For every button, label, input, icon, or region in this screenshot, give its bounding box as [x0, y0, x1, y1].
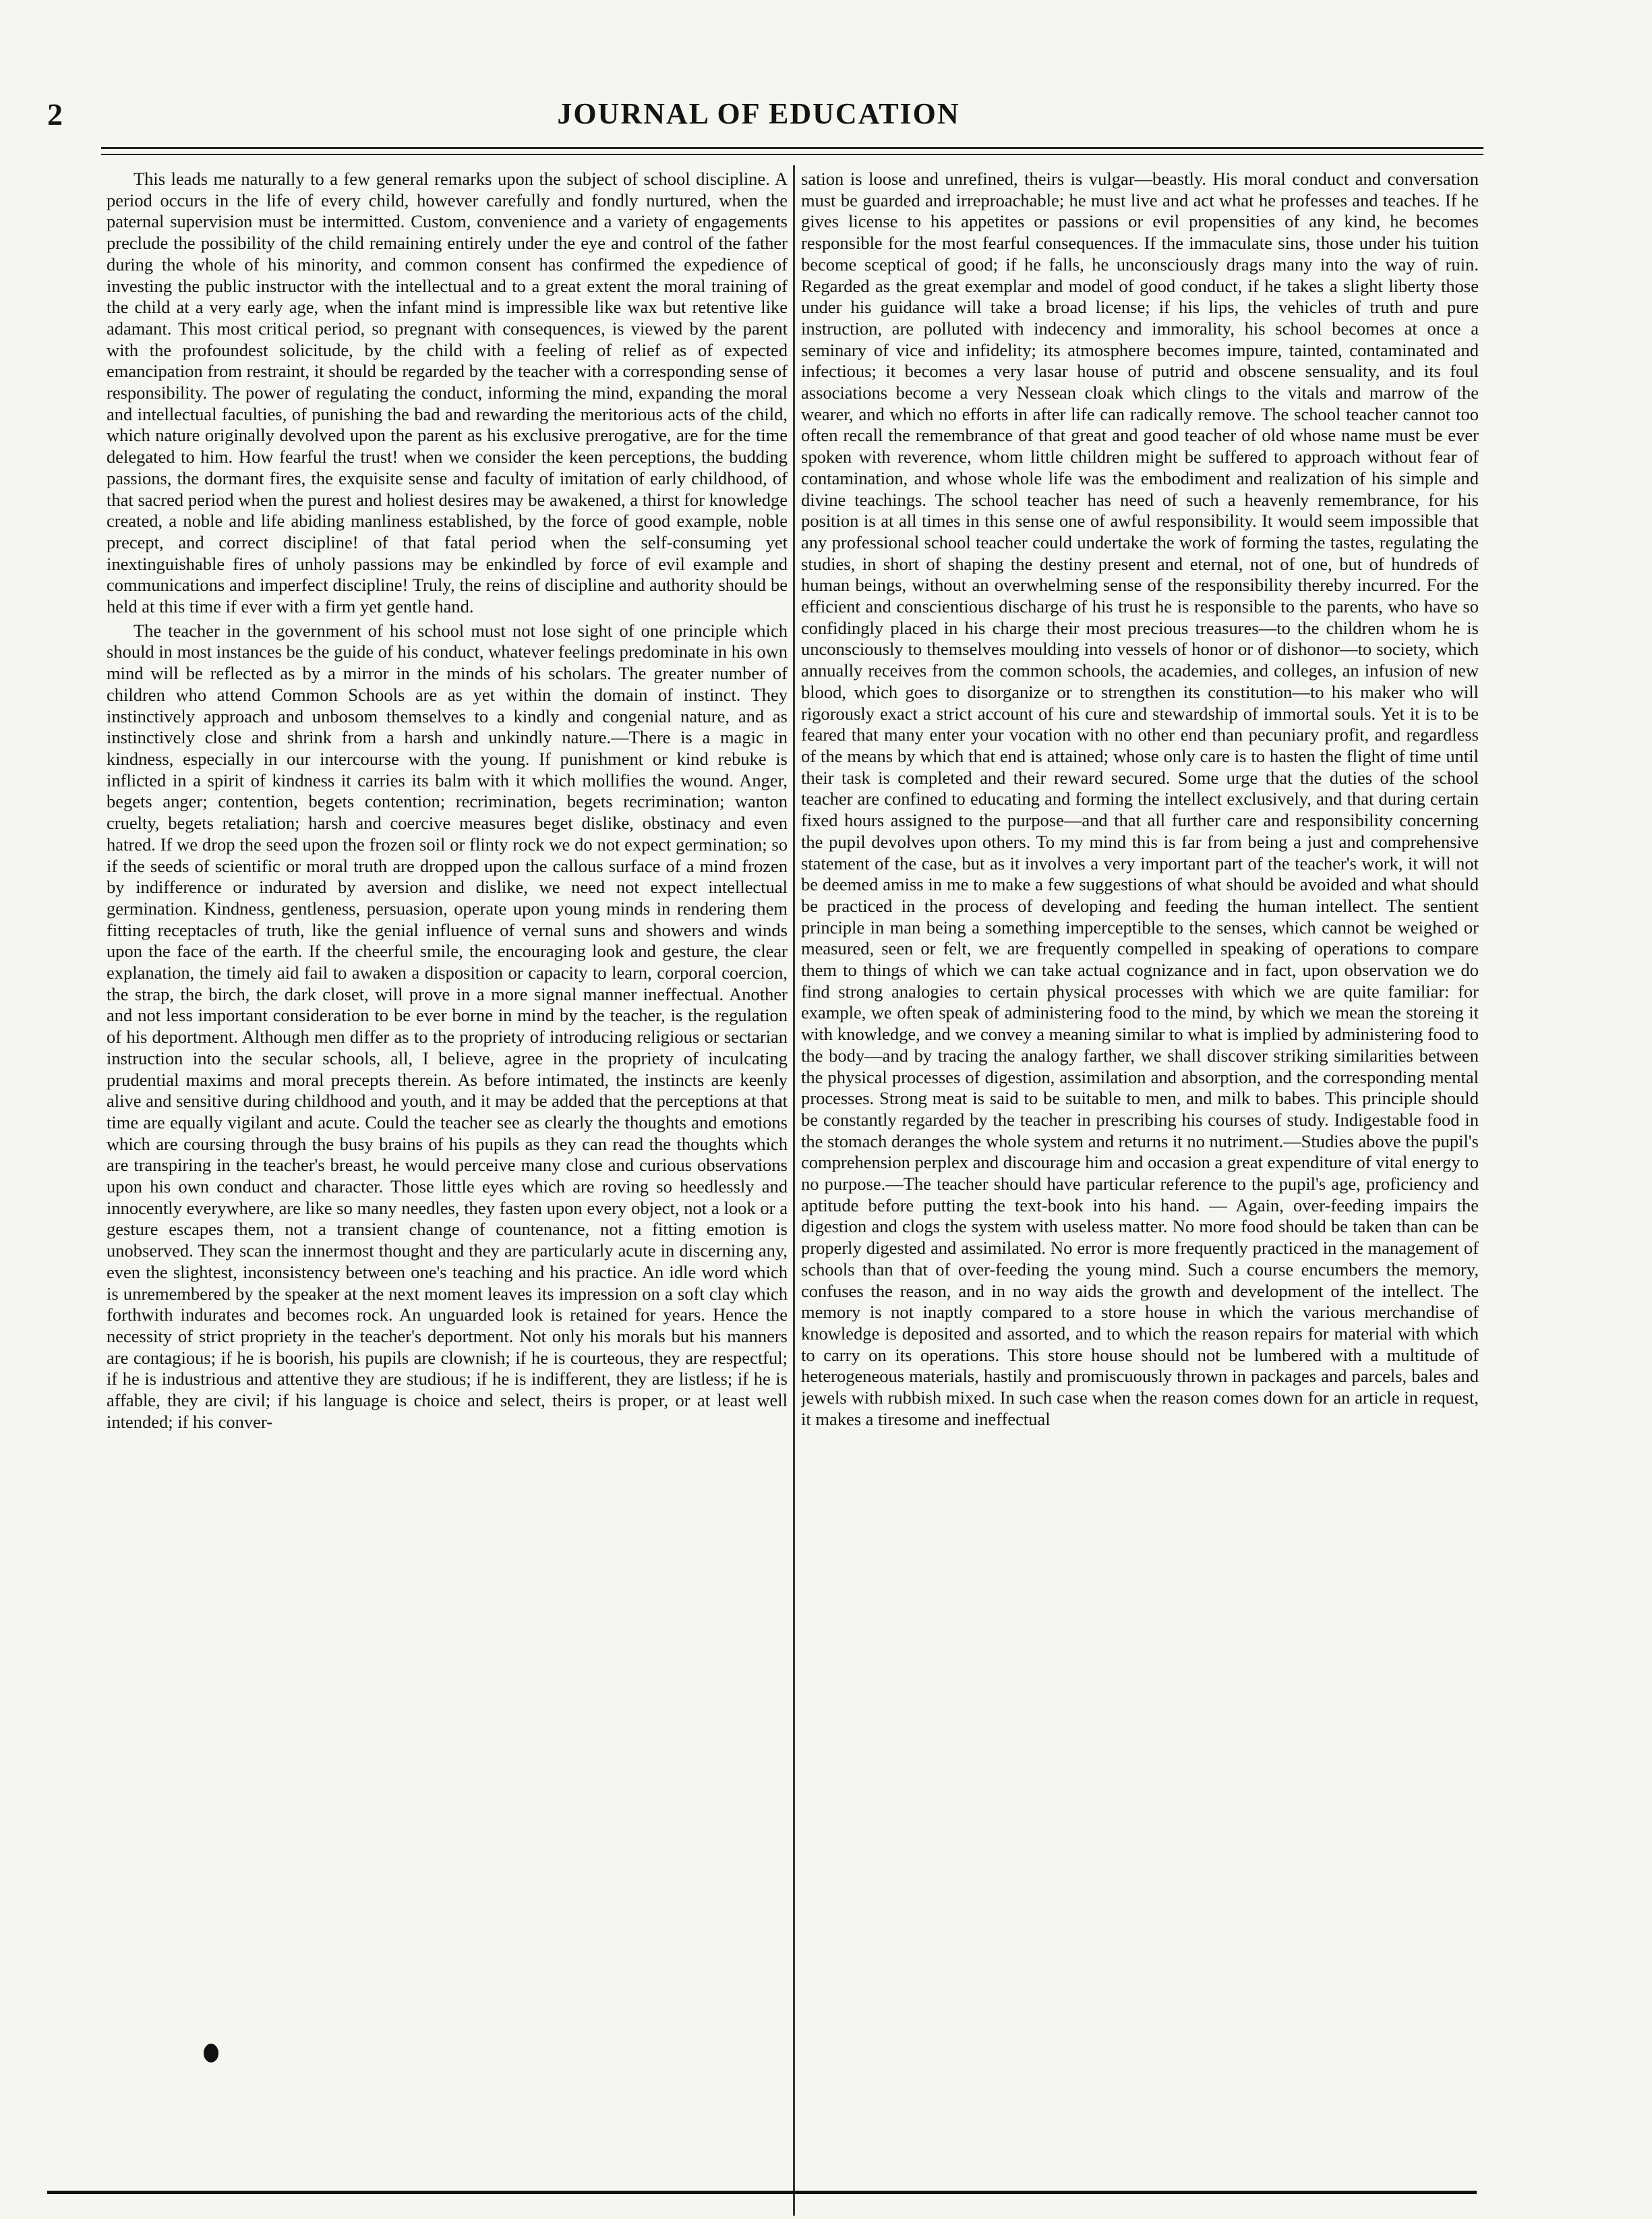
footer-rule: [47, 2191, 1477, 2194]
page-number: 2: [47, 97, 63, 132]
left-column: [107, 169, 788, 2219]
page-header: [47, 91, 1470, 145]
left-paragraph-1: This leads me naturally to a few general remarks upon the subject of school discipline. A period occurs in the life of every child, however carefully and fondly nurtured, when the paternal supervision must be intermitted. Custom, convenience and a variety of engagements preclude the possibility of the child remaining entirely under the eye and control of the father during the whole of his minority, and common consent has confirmed the expedience of investing the public instructor with the intellectual and to a great extent the moral training of the child at a very early age, when the infant mind is impressible like wax but retentive like adamant. This most critical period, so pregnant with consequences, is viewed by the parent with the profoundest solicitude, by the child with a feeling of relief as of expected emancipation from restraint, it should be regarded by the teacher with a corresponding sense of responsibility. The power of regulating the conduct, informing the mind, expanding the moral and intellectual faculties, of punishing the bad and rewarding the meritorious acts of the child, which nature originally devolved upon the parent as his exclusive prerogative, are for the time delegated to him. How fearful the trust! when we consider the keen perceptions, the budding passions, the dormant fires, the exquisite sense and faculty of imitation of early childhood, of that sacred period when the purest and holiest desires may be awakened, a thirst for knowledge created, a noble and life abiding manliness established, by the force of good example, noble precept, and correct discipline! of that fatal period when the self-consuming yet inextinguishable fires of unholy passions may be enkindled by force of evil example and communications and imperfect discipline! Truly, the reins of discipline and authority should be held at this time if ever with a firm yet gentle hand.: [107, 169, 788, 617]
ink-blot: [204, 2044, 218, 2063]
right-column: [801, 169, 1479, 2219]
column-divider: [793, 165, 795, 2216]
journal-title: JOURNAL OF EDUCATION: [557, 97, 960, 130]
header-rule-bottom: [101, 154, 1483, 155]
header-rule-top: [101, 147, 1483, 149]
right-paragraph-1: sation is loose and unrefined, theirs is vulgar—beastly. His moral conduct and conversation must be guarded and irreproachable; he must live and act what he professes and teaches. If he gives license to his appetites or passions or evil propensities of any kind, he becomes responsible for the most fearful consequences. If the immaculate sins, those under his tuition become sceptical of good; if he falls, he unconsciously drags many into the way of ruin. Regarded as the great exemplar and model of good conduct, if he takes a slight liberty those under his guidance will take a broad license; if his lips, the vehicles of truth and pure instruction, are polluted with indecency and immorality, his school becomes at once a seminary of vice and infidelity; its atmosphere becomes impure, tainted, contaminated and infectious; it becomes a very lasar house of putrid and obscene sensuality, and its foul associations become a very Nessean cloak which clings to the vitals and marrow of the wearer, and which no efforts in after life can radically remove. The school teacher cannot too often recall the remembrance of that great and good teacher of old whose name must be ever spoken with reverence, whom little children might be suffered to approach without fear of contamination, and whose whole life was the embodiment and realization of his simple and divine teachings. The school teacher has need of such a heavenly remembrance, for his position is at all times in this sense one of awful responsibility. It would seem impossible that any professional school teacher could undertake the work of forming the tastes, regulating the studies, in short of shaping the destiny present and eternal, not of one, but of hundreds of human beings, without an overwhelming sense of the responsibility thereby incurred. For the efficient and conscientious discharge of his trust he is responsible to the parents, who have so confidingly placed in his charge their most precious treasures—to the children whom he is unconsciously to themselves moulding into vessels of honor or of dishonor—to society, which annually receives from the common schools, the academies, and colleges, an infusion of new blood, which goes to disorganize or to strengthen its constitution—to his maker who will rigorously exact a strict account of his cure and stewardship of immortal souls. Yet it is to be feared that many enter your vocation with no other end than pecuniary profit, and regardless of the means by which that end is attained; whose only care is to hasten the flight of time until their task is completed and their reward secured. Some urge that the duties of the school teacher are confined to educating and forming the intellect exclusively, and that during certain fixed hours assigned to the purpose—and that all further care and responsibility concerning the pupil devolves upon others. To my mind this is far from being a just and comprehensive statement of the case, but as it involves a very important part of the teacher's work, it will not be deemed amiss in me to make a few suggestions of what should be avoided and what should be practiced in the process of developing and feeding the human intellect. The sentient principle in man being a something imperceptible to the senses, which cannot be weighed or measured, seen or felt, we are frequently compelled in speaking of operations to compare them to things of which we can take actual cognizance and in fact, upon observation we do find strong analogies to certain physical processes with which we are quite familiar: for example, we often speak of administering food to the mind, by which we mean the storeing it with knowledge, and we convey a meaning similar to what is implied by administering food to the body—and by tracing the analogy farther, we shall discover striking similarities between the physical processes of digestion, assimilation and absorption, and the corresponding mental processes. Strong meat is said to be suitable to men, and milk to babes. This principle should be constantly regarded by the teacher in prescribing his courses of study. Indigestable food in the stomach deranges the whole system and returns it no nutriment.—Studies above the pupil's comprehension perplex and discourage him and occasion a great expenditure of vital energy to no purpose.—The teacher should have particular reference to the pupil's age, proficiency and aptitude before putting the text-book into his hand. — Again, over-feeding impairs the digestion and clogs the system with useless matter. No more food should be taken than can be properly digested and assimilated. No error is more frequently practiced in the management of schools than that of over-feeding the young mind. Such a course encumbers the memory, confuses the reason, and in no way aids the growth and development of the intellect. The memory is not inaptly compared to a store house in which the various merchandise of knowledge is deposited and assorted, and to which the reason repairs for material with which to carry on its operations. This store house should not be lumbered with a multitude of heterogeneous materials, hastily and promiscuously thrown in packages and parcels, bales and jewels with rubbish mixed. In such case when the reason comes down for an article in request, it makes a tiresome and ineffectual: [801, 169, 1479, 1429]
left-paragraph-2: The teacher in the government of his school must not lose sight of one principle which should in most instances be the guide of his conduct, whatever feelings predominate in his own mind will be reflected as by a mirror in the minds of his scholars. The greater number of children who attend Common Schools are as yet within the domain of instinct. They instinctively approach and unbosom themselves to a kindly and congenial nature, and as instinctively close and shrink from a harsh and unkindly nature.—There is a magic in kindness, especially in our intercourse with the young. If punishment or kind rebuke is inflicted in a spirit of kindness it carries its balm with it which mollifies the wound. Anger, begets anger; contention, begets contention; recrimination, begets recrimination; wanton cruelty, begets retaliation; harsh and coercive measures beget dislike, obstinacy and even hatred. If we drop the seed upon the frozen soil or flinty rock we do not expect germination; so if the seeds of scientific or moral truth are dropped upon the callous surface of a mind frozen by indifference or indurated by aversion and dislike, we need not expect intellectual germination. Kindness, gentleness, persuasion, operate upon young minds in rendering them fitting receptacles of truth, like the genial influence of vernal suns and showers and winds upon the face of the earth. If the cheerful smile, the encouraging look and gesture, the clear explanation, the timely aid fail to awaken a disposition or capacity to learn, corporal coercion, the strap, the birch, the dark closet, will prove in a more signal manner ineffectual. Another and not less important consideration to be ever borne in mind by the teacher, is the regulation of his deportment. Although men differ as to the propriety of introducing religious or sectarian instruction into the secular schools, all, I believe, agree in the propriety of inculcating prudential maxims and moral precepts therein. As before intimated, the instincts are keenly alive and sensitive during childhood and youth, and it may be added that the perceptions at that time are equally vigilant and acute. Could the teacher see as clearly the thoughts and emotions which are coursing through the busy brains of his pupils as they can read the thoughts which are transpiring in the teacher's breast, he would perceive many close and curious observations upon his own conduct and character. Those little eyes which are roving so heedlessly and innocently everywhere, are like so many needles, they fasten upon every object, not a look or a gesture escapes them, not a transient change of countenance, not a fitting emotion is unobserved. They scan the innermost thought and they are particularly acute in discerning any, even the slightest, inconsistency between one's teaching and his practice. An idle word which is unremembered by the speaker at the next moment leaves its impression on a soft clay which forthwith indurates and becomes rock. An unguarded look is retained for years. Hence the necessity of strict propriety in the teacher's deportment. Not only his morals but his manners are contagious; if he is boorish, his pupils are clownish; if he is courteous, they are respectful; if he is industrious and attentive they are studious; if he is indifferent, they are listless; if he is affable, they are civil; if his language is choice and select, theirs is proper, or at least well intended; if his conver-: [107, 620, 788, 1432]
